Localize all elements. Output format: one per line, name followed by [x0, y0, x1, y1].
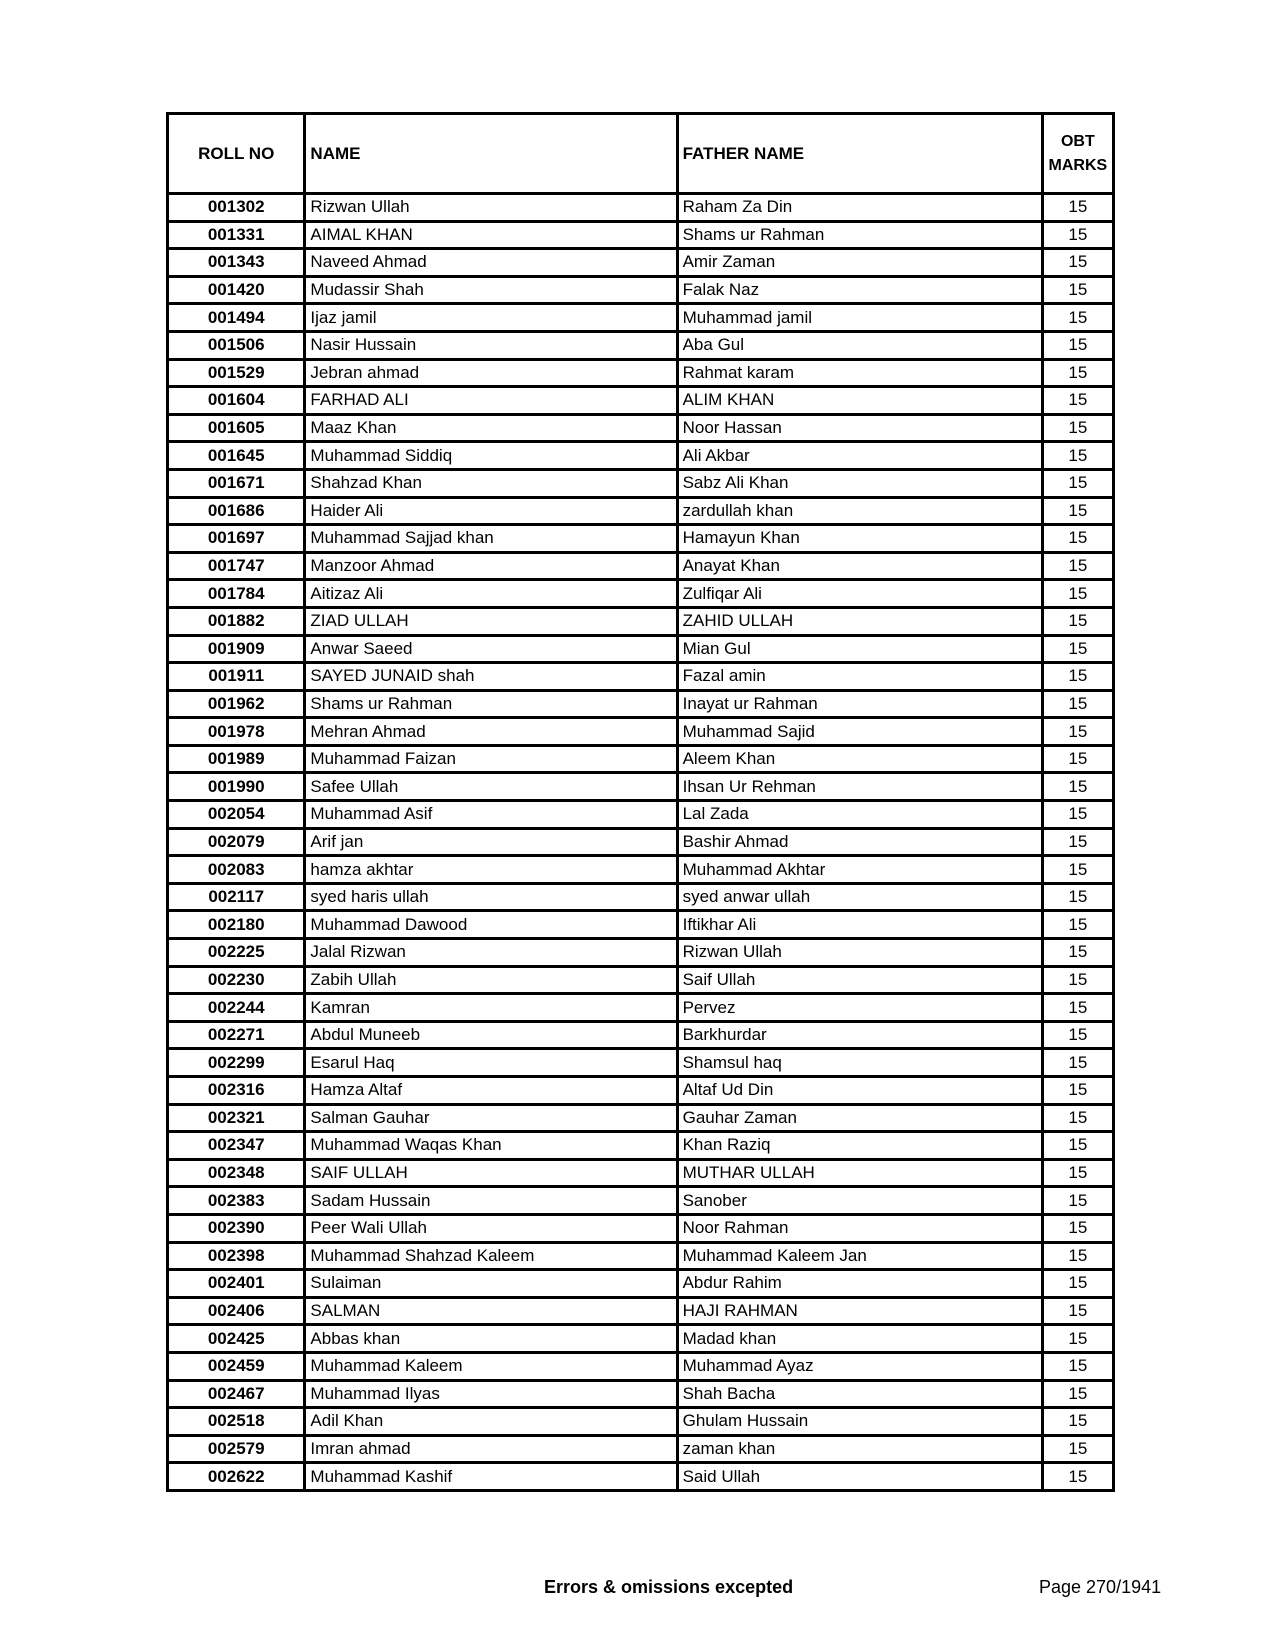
roll-no-cell: 001882 — [168, 607, 305, 635]
father-name-cell: Iftikhar Ali — [677, 911, 1042, 939]
obt-marks-cell: 15 — [1042, 1463, 1113, 1491]
name-cell: Zabih Ullah — [305, 966, 677, 994]
roll-no-cell: 002230 — [168, 966, 305, 994]
table-header — [168, 114, 1114, 194]
table-row — [168, 497, 1114, 525]
father-name-cell: Noor Rahman — [677, 1214, 1042, 1242]
obt-marks-cell: 15 — [1042, 552, 1113, 580]
father-name-cell: Muhammad jamil — [677, 304, 1042, 332]
table-row — [168, 1242, 1114, 1270]
name-cell: AIMAL KHAN — [305, 221, 677, 249]
name-cell: Imran ahmad — [305, 1435, 677, 1463]
roll-no-cell: 002180 — [168, 911, 305, 939]
header-obt-marks — [1042, 114, 1113, 194]
name-cell: Sulaiman — [305, 1270, 677, 1298]
father-name-cell: Mian Gul — [677, 635, 1042, 663]
roll-no-cell: 002406 — [168, 1297, 305, 1325]
father-name-cell: Madad khan — [677, 1325, 1042, 1353]
header-father-name: FATHER NAME — [677, 114, 1042, 194]
father-name-cell: Noor Hassan — [677, 414, 1042, 442]
name-cell: Kamran — [305, 994, 677, 1022]
name-cell: Safee Ullah — [305, 773, 677, 801]
roll-no-cell: 002244 — [168, 994, 305, 1022]
roll-no-cell: 001990 — [168, 773, 305, 801]
father-name-cell: Amir Zaman — [677, 249, 1042, 277]
obt-marks-cell: 15 — [1042, 469, 1113, 497]
table-row — [168, 1159, 1114, 1187]
father-name-cell: Fazal amin — [677, 663, 1042, 691]
roll-no-cell: 002622 — [168, 1463, 305, 1491]
father-name-cell: Falak Naz — [677, 276, 1042, 304]
father-name-cell: Lal Zada — [677, 801, 1042, 829]
table-row — [168, 387, 1114, 415]
name-cell: Hamza Altaf — [305, 1077, 677, 1105]
father-name-cell: Ghulam Hussain — [677, 1408, 1042, 1436]
name-cell: Muhammad Ilyas — [305, 1380, 677, 1408]
father-name-cell: Shams ur Rahman — [677, 221, 1042, 249]
obt-marks-cell: 15 — [1042, 1049, 1113, 1077]
table-row — [168, 221, 1114, 249]
father-name-cell: zaman khan — [677, 1435, 1042, 1463]
father-name-cell: Sanober — [677, 1187, 1042, 1215]
father-name-cell: Altaf Ud Din — [677, 1077, 1042, 1105]
obt-marks-cell: 15 — [1042, 607, 1113, 635]
table-row — [168, 1049, 1114, 1077]
name-cell: hamza akhtar — [305, 856, 677, 884]
name-cell: Abbas khan — [305, 1325, 677, 1353]
roll-no-cell: 001605 — [168, 414, 305, 442]
obt-marks-cell: 15 — [1042, 773, 1113, 801]
obt-marks-cell: 15 — [1042, 966, 1113, 994]
name-cell: Muhammad Waqas Khan — [305, 1132, 677, 1160]
name-cell: Arif jan — [305, 828, 677, 856]
table-row — [168, 469, 1114, 497]
name-cell: Esarul Haq — [305, 1049, 677, 1077]
roll-no-cell: 001747 — [168, 552, 305, 580]
roll-no-cell: 002390 — [168, 1214, 305, 1242]
obt-marks-cell: 15 — [1042, 1214, 1113, 1242]
father-name-cell: Anayat Khan — [677, 552, 1042, 580]
father-name-cell: HAJI RAHMAN — [677, 1297, 1042, 1325]
father-name-cell: Zulfiqar Ali — [677, 580, 1042, 608]
father-name-cell: Said Ullah — [677, 1463, 1042, 1491]
obt-marks-cell: 15 — [1042, 994, 1113, 1022]
obt-marks-cell: 15 — [1042, 1077, 1113, 1105]
father-name-cell: Bashir Ahmad — [677, 828, 1042, 856]
table-row — [168, 1297, 1114, 1325]
table-row — [168, 1463, 1114, 1491]
obt-marks-cell: 15 — [1042, 801, 1113, 829]
obt-marks-cell: 15 — [1042, 718, 1113, 746]
table-row — [168, 1325, 1114, 1353]
table-row — [168, 276, 1114, 304]
roll-no-cell: 001645 — [168, 442, 305, 470]
roll-no-cell: 001343 — [168, 249, 305, 277]
roll-no-cell: 001962 — [168, 690, 305, 718]
name-cell: Mudassir Shah — [305, 276, 677, 304]
table-row — [168, 718, 1114, 746]
obt-marks-cell: 15 — [1042, 828, 1113, 856]
table-row — [168, 939, 1114, 967]
name-cell: syed haris ullah — [305, 883, 677, 911]
name-cell: Rizwan Ullah — [305, 194, 677, 222]
name-cell: Ijaz jamil — [305, 304, 677, 332]
father-name-cell: Ali Akbar — [677, 442, 1042, 470]
table-row — [168, 745, 1114, 773]
table-row — [168, 552, 1114, 580]
header-obt-marks-line2: MARKS — [1048, 156, 1108, 174]
obt-marks-cell: 15 — [1042, 1187, 1113, 1215]
name-cell: FARHAD ALI — [305, 387, 677, 415]
table-row — [168, 1021, 1114, 1049]
name-cell: Aitizaz Ali — [305, 580, 677, 608]
table-body — [168, 194, 1114, 1491]
name-cell: Muhammad Asif — [305, 801, 677, 829]
obt-marks-cell: 15 — [1042, 635, 1113, 663]
roll-no-cell: 002117 — [168, 883, 305, 911]
father-name-cell: Muhammad Kaleem Jan — [677, 1242, 1042, 1270]
table-row — [168, 1214, 1114, 1242]
roll-no-cell: 002467 — [168, 1380, 305, 1408]
name-cell: SAIF ULLAH — [305, 1159, 677, 1187]
obt-marks-cell: 15 — [1042, 331, 1113, 359]
name-cell: Muhammad Dawood — [305, 911, 677, 939]
table-row — [168, 856, 1114, 884]
obt-marks-cell: 15 — [1042, 525, 1113, 553]
header-roll-no: ROLL NO — [168, 114, 305, 194]
table-row — [168, 1408, 1114, 1436]
roll-no-cell: 002225 — [168, 939, 305, 967]
father-name-cell: Hamayun Khan — [677, 525, 1042, 553]
roll-no-cell: 002054 — [168, 801, 305, 829]
name-cell: Muhammad Sajjad khan — [305, 525, 677, 553]
roll-no-cell: 001686 — [168, 497, 305, 525]
roll-no-cell: 002321 — [168, 1104, 305, 1132]
name-cell: Manzoor Ahmad — [305, 552, 677, 580]
obt-marks-cell: 15 — [1042, 1159, 1113, 1187]
roll-no-cell: 002398 — [168, 1242, 305, 1270]
obt-marks-cell: 15 — [1042, 1325, 1113, 1353]
name-cell: Muhammad Kashif — [305, 1463, 677, 1491]
roll-no-cell: 001494 — [168, 304, 305, 332]
father-name-cell: Pervez — [677, 994, 1042, 1022]
father-name-cell: Gauhar Zaman — [677, 1104, 1042, 1132]
table-row — [168, 304, 1114, 332]
obt-marks-cell: 15 — [1042, 1352, 1113, 1380]
roll-no-cell: 001671 — [168, 469, 305, 497]
obt-marks-cell: 15 — [1042, 497, 1113, 525]
table-row — [168, 1435, 1114, 1463]
father-name-cell: Rizwan Ullah — [677, 939, 1042, 967]
obt-marks-cell: 15 — [1042, 883, 1113, 911]
name-cell: Anwar Saeed — [305, 635, 677, 663]
roll-no-cell: 002518 — [168, 1408, 305, 1436]
roll-no-cell: 002299 — [168, 1049, 305, 1077]
table-row — [168, 1380, 1114, 1408]
roll-no-cell: 001331 — [168, 221, 305, 249]
obt-marks-cell: 15 — [1042, 1270, 1113, 1298]
father-name-cell: Saif Ullah — [677, 966, 1042, 994]
obt-marks-cell: 15 — [1042, 663, 1113, 691]
header-row — [168, 114, 1114, 194]
obt-marks-cell: 15 — [1042, 580, 1113, 608]
father-name-cell: Barkhurdar — [677, 1021, 1042, 1049]
obt-marks-cell: 15 — [1042, 414, 1113, 442]
table-row — [168, 1270, 1114, 1298]
table-row — [168, 1352, 1114, 1380]
table-row — [168, 194, 1114, 222]
roll-no-cell: 001420 — [168, 276, 305, 304]
obt-marks-cell: 15 — [1042, 1380, 1113, 1408]
roll-no-cell: 002425 — [168, 1325, 305, 1353]
father-name-cell: Muhammad Ayaz — [677, 1352, 1042, 1380]
roll-no-cell: 002579 — [168, 1435, 305, 1463]
roll-no-cell: 002347 — [168, 1132, 305, 1160]
obt-marks-cell: 15 — [1042, 745, 1113, 773]
name-cell: Shahzad Khan — [305, 469, 677, 497]
obt-marks-cell: 15 — [1042, 194, 1113, 222]
table-row — [168, 994, 1114, 1022]
roll-no-cell: 001529 — [168, 359, 305, 387]
table-row — [168, 663, 1114, 691]
obt-marks-cell: 15 — [1042, 359, 1113, 387]
roll-no-cell: 002401 — [168, 1270, 305, 1298]
father-name-cell: Rahmat karam — [677, 359, 1042, 387]
table-row — [168, 966, 1114, 994]
obt-marks-cell: 15 — [1042, 856, 1113, 884]
table-row — [168, 773, 1114, 801]
roll-no-cell: 001978 — [168, 718, 305, 746]
table-row — [168, 911, 1114, 939]
name-cell: Jalal Rizwan — [305, 939, 677, 967]
obt-marks-cell: 15 — [1042, 911, 1113, 939]
name-cell: Mehran Ahmad — [305, 718, 677, 746]
table-row — [168, 525, 1114, 553]
roll-no-cell: 001604 — [168, 387, 305, 415]
father-name-cell: Aleem Khan — [677, 745, 1042, 773]
roll-no-cell: 001784 — [168, 580, 305, 608]
name-cell: ZIAD ULLAH — [305, 607, 677, 635]
father-name-cell: Ihsan Ur Rehman — [677, 773, 1042, 801]
table-row — [168, 883, 1114, 911]
roll-no-cell: 002348 — [168, 1159, 305, 1187]
father-name-cell: syed anwar ullah — [677, 883, 1042, 911]
father-name-cell: Inayat ur Rahman — [677, 690, 1042, 718]
roll-no-cell: 002316 — [168, 1077, 305, 1105]
father-name-cell: Raham Za Din — [677, 194, 1042, 222]
obt-marks-cell: 15 — [1042, 387, 1113, 415]
name-cell: Muhammad Faizan — [305, 745, 677, 773]
roll-no-cell: 001506 — [168, 331, 305, 359]
header-obt-marks-line1: OBT — [1060, 132, 1095, 150]
obt-marks-cell: 15 — [1042, 1132, 1113, 1160]
name-cell: SALMAN — [305, 1297, 677, 1325]
father-name-cell: Shamsul haq — [677, 1049, 1042, 1077]
table-row — [168, 331, 1114, 359]
name-cell: Muhammad Siddiq — [305, 442, 677, 470]
roll-no-cell: 001989 — [168, 745, 305, 773]
table-row — [168, 690, 1114, 718]
obt-marks-cell: 15 — [1042, 939, 1113, 967]
name-cell: Nasir Hussain — [305, 331, 677, 359]
father-name-cell: Muhammad Sajid — [677, 718, 1042, 746]
name-cell: Muhammad Kaleem — [305, 1352, 677, 1380]
name-cell: Maaz Khan — [305, 414, 677, 442]
name-cell: Abdul Muneeb — [305, 1021, 677, 1049]
father-name-cell: Aba Gul — [677, 331, 1042, 359]
name-cell: Adil Khan — [305, 1408, 677, 1436]
obt-marks-cell: 15 — [1042, 1408, 1113, 1436]
roll-no-cell: 002271 — [168, 1021, 305, 1049]
father-name-cell: Khan Raziq — [677, 1132, 1042, 1160]
name-cell: Jebran ahmad — [305, 359, 677, 387]
table-row — [168, 442, 1114, 470]
obt-marks-cell: 15 — [1042, 1435, 1113, 1463]
name-cell: Salman Gauhar — [305, 1104, 677, 1132]
obt-marks-cell: 15 — [1042, 276, 1113, 304]
name-cell: Shams ur Rahman — [305, 690, 677, 718]
table-row — [168, 249, 1114, 277]
father-name-cell: MUTHAR ULLAH — [677, 1159, 1042, 1187]
roll-no-cell: 002383 — [168, 1187, 305, 1215]
father-name-cell: Muhammad Akhtar — [677, 856, 1042, 884]
table-row — [168, 580, 1114, 608]
father-name-cell: ALIM KHAN — [677, 387, 1042, 415]
obt-marks-cell: 15 — [1042, 442, 1113, 470]
obt-marks-cell: 15 — [1042, 221, 1113, 249]
name-cell: SAYED JUNAID shah — [305, 663, 677, 691]
name-cell: Naveed Ahmad — [305, 249, 677, 277]
name-cell: Muhammad Shahzad Kaleem — [305, 1242, 677, 1270]
page-number: Page 270/1941 — [1039, 1577, 1162, 1597]
table-row — [168, 359, 1114, 387]
table-row — [168, 1077, 1114, 1105]
table-row — [168, 635, 1114, 663]
table-row — [168, 1104, 1114, 1132]
father-name-cell: Sabz Ali Khan — [677, 469, 1042, 497]
table-row — [168, 607, 1114, 635]
obt-marks-cell: 15 — [1042, 1104, 1113, 1132]
name-cell: Peer Wali Ullah — [305, 1214, 677, 1242]
footer-disclaimer: Errors & omissions excepted — [544, 1577, 794, 1597]
name-cell: Haider Ali — [305, 497, 677, 525]
table-row — [168, 1132, 1114, 1160]
obt-marks-cell: 15 — [1042, 304, 1113, 332]
father-name-cell: ZAHID ULLAH — [677, 607, 1042, 635]
father-name-cell: zardullah khan — [677, 497, 1042, 525]
father-name-cell: Shah Bacha — [677, 1380, 1042, 1408]
obt-marks-cell: 15 — [1042, 1297, 1113, 1325]
obt-marks-cell: 15 — [1042, 1021, 1113, 1049]
table-row — [168, 801, 1114, 829]
roll-no-cell: 002079 — [168, 828, 305, 856]
roll-no-cell: 001302 — [168, 194, 305, 222]
roll-no-cell: 002083 — [168, 856, 305, 884]
header-name: NAME — [305, 114, 677, 194]
name-cell: Sadam Hussain — [305, 1187, 677, 1215]
table-row — [168, 1187, 1114, 1215]
table-row — [168, 828, 1114, 856]
roll-no-cell: 001911 — [168, 663, 305, 691]
roll-no-cell: 001909 — [168, 635, 305, 663]
obt-marks-cell: 15 — [1042, 690, 1113, 718]
roll-no-cell: 002459 — [168, 1352, 305, 1380]
table-row — [168, 414, 1114, 442]
results-table — [166, 112, 1115, 1492]
obt-marks-cell: 15 — [1042, 249, 1113, 277]
obt-marks-cell: 15 — [1042, 1242, 1113, 1270]
roll-no-cell: 001697 — [168, 525, 305, 553]
father-name-cell: Abdur Rahim — [677, 1270, 1042, 1298]
